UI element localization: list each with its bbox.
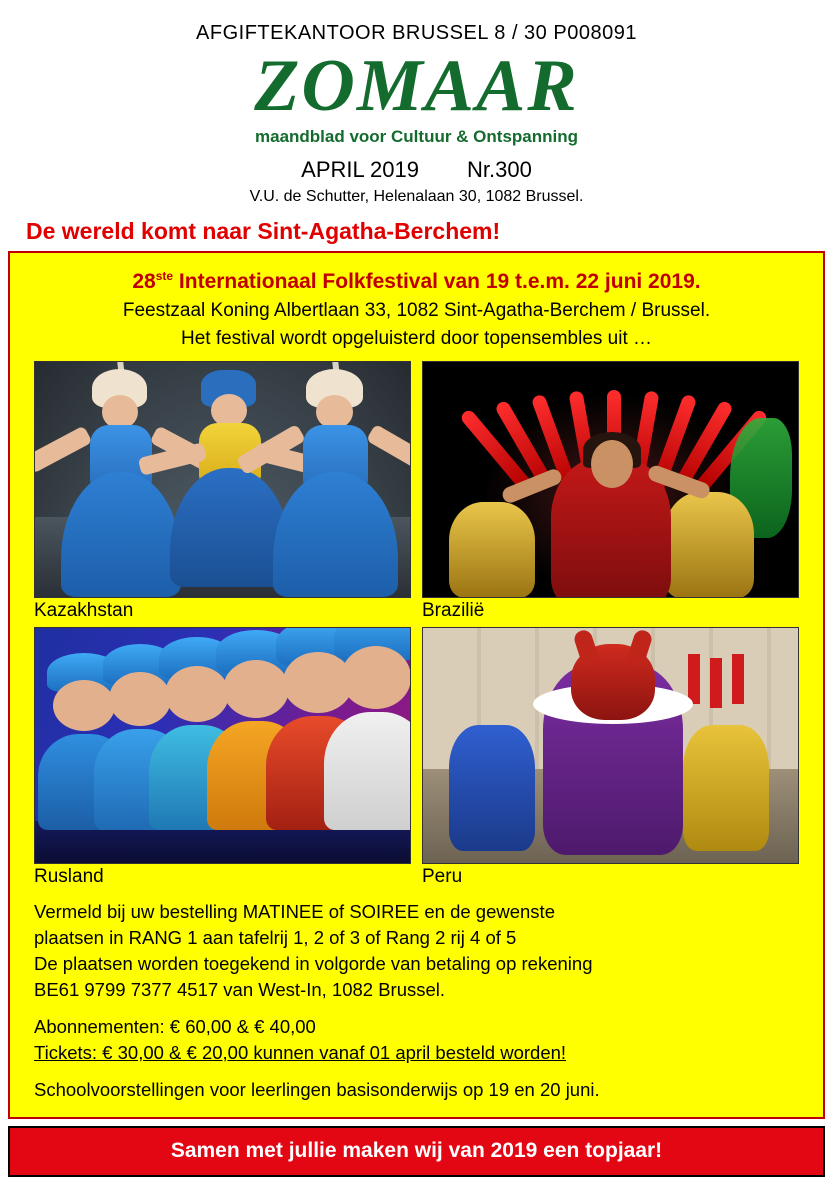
dancer-head xyxy=(165,666,229,722)
order-line-4: BE61 9799 7377 4517 van West-In, 1082 Brussel. xyxy=(34,979,446,1000)
flag-group xyxy=(688,654,764,724)
dancer-dress xyxy=(324,712,412,830)
background-dancer xyxy=(664,492,754,598)
photo-caption-brazil: Brazilië xyxy=(422,600,485,621)
spacer xyxy=(34,1003,799,1014)
dancer-head xyxy=(591,440,633,488)
festival-poster xyxy=(8,251,825,1119)
order-line-2: plaatsen in RANG 1 aan tafelrij 1, 2 of 3 of Rang 2 rij 4 of 5 xyxy=(34,927,517,948)
school-performances-line: Schoolvoorstellingen voor leerlingen basisonderwijs op 19 en 20 juni. xyxy=(34,1079,600,1100)
photo-caption-kazakhstan: Kazakhstan xyxy=(34,600,134,621)
dancer-figure xyxy=(170,382,290,587)
photo-caption-peru: Peru xyxy=(422,866,463,887)
footer-text: Samen met jullie maken wij van 2019 een topjaar! xyxy=(170,1139,663,1162)
photo-russia xyxy=(34,627,411,864)
poster-title xyxy=(34,263,799,295)
poster-body xyxy=(34,899,799,1103)
afgiftekantoor-line: AFGIFTEKANTOOR BRUSSEL 8 / 30 P008091 xyxy=(196,22,637,44)
flag xyxy=(688,654,700,704)
footer-banner xyxy=(8,1126,825,1177)
photo-kazakhstan xyxy=(34,361,411,598)
order-line-1: Vermeld bij uw bestelling MATINEE of SOIREE en de gewenste xyxy=(34,901,555,922)
poster-title-number: 28 xyxy=(132,270,156,293)
tickets-line: Tickets: € 30,00 & € 20,00 kunnen vanaf 01 april besteld worden! xyxy=(34,1042,567,1063)
photo-cell-russia xyxy=(34,627,411,893)
dancer-arm xyxy=(365,424,411,476)
dancer-figure xyxy=(341,646,411,830)
background-dancer xyxy=(449,725,535,851)
headline: De wereld komt naar Sint-Agatha-Berchem! xyxy=(26,218,501,244)
masthead xyxy=(0,0,833,206)
spacer xyxy=(34,1066,799,1077)
dancer-head xyxy=(223,660,289,718)
poster-title-rest: Internationaal Folkfestival van 19 t.e.m. 22 juni 2019. xyxy=(173,270,701,293)
photo-caption-russia: Rusland xyxy=(34,866,104,887)
issue-date: APRIL 2019 xyxy=(301,157,419,182)
photo-peru xyxy=(422,627,799,864)
photo-row xyxy=(34,361,799,627)
photo-cell-peru xyxy=(422,627,799,893)
dancer-figure xyxy=(61,382,181,597)
dancer-skirt xyxy=(273,472,398,597)
subscriptions-line: Abonnementen: € 60,00 & € 40,00 xyxy=(34,1016,316,1037)
publication-title: ZOMAAR xyxy=(254,45,579,127)
flag xyxy=(710,658,722,708)
poster-title-ordinal: ste xyxy=(155,269,174,283)
dancer-head xyxy=(109,672,171,726)
photo-cell-brazil xyxy=(422,361,799,627)
photo-row xyxy=(34,627,799,893)
dancer-head xyxy=(341,646,411,709)
poster-venue: Feestzaal Koning Albertlaan 33, 1082 Sint-Agatha-Berchem / Brussel. xyxy=(122,300,711,321)
order-line-3: De plaatsen worden toegekend in volgorde van betaling op rekening xyxy=(34,953,593,974)
dancer-arm xyxy=(34,425,93,474)
devil-mask xyxy=(571,644,655,720)
issue-number: Nr.300 xyxy=(467,157,532,182)
photo-cell-kazakhstan xyxy=(34,361,411,627)
photo-brazil xyxy=(422,361,799,598)
publisher-line: V.U. de Schutter, Helenalaan 30, 1082 Brussel. xyxy=(249,188,584,205)
photo-grid xyxy=(34,361,799,893)
dancer-head xyxy=(53,680,115,731)
dancer-skirt xyxy=(170,468,290,587)
dancer-figure xyxy=(273,382,398,597)
background-dancer xyxy=(449,502,535,598)
dancer-skirt xyxy=(61,472,181,597)
poster-tagline: Het festival wordt opgeluisterd door topensembles uit … xyxy=(180,328,653,349)
flag xyxy=(732,654,744,704)
background-dancer xyxy=(683,725,769,851)
issue-line xyxy=(0,157,833,183)
publication-subtitle: maandblad voor Cultuur & Ontspanning xyxy=(255,127,578,146)
